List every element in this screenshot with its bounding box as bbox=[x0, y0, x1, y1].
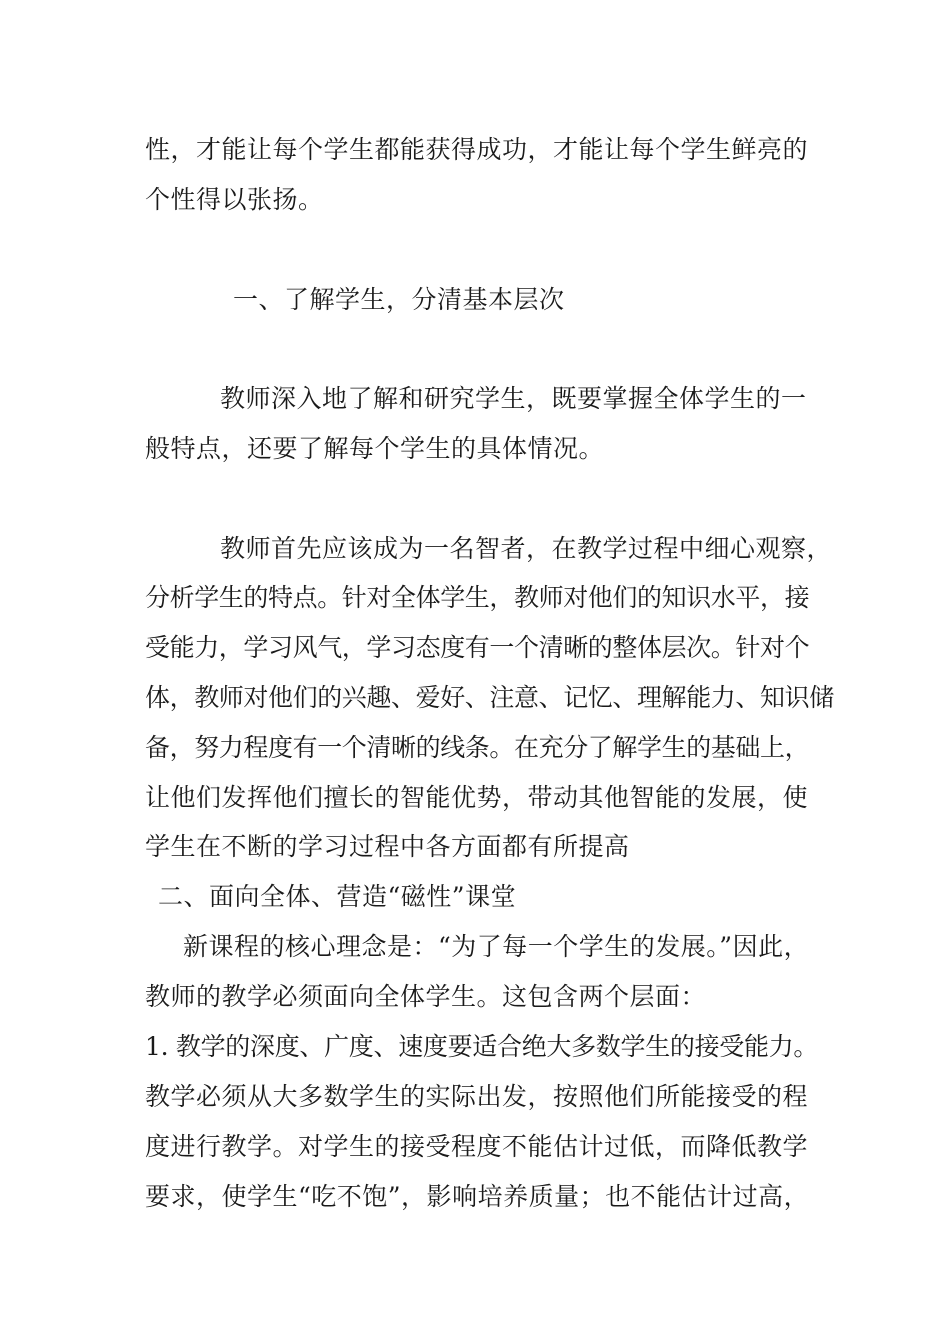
text-line: 要求，使学生“吃不饱”，影响培养质量；也不能估计过高， bbox=[145, 1182, 810, 1211]
text-line: 新课程的核心理念是：“为了每一个学生的发展。”因此， bbox=[183, 932, 810, 961]
text-line: 教师首先应该成为一名智者，在教学过程中细心观察， bbox=[220, 534, 833, 563]
text-line: 性，才能让每个学生都能获得成功，才能让每个学生鲜亮的 bbox=[145, 135, 809, 164]
text-line: 教学必须从大多数学生的实际出发，按照他们所能接受的程 bbox=[145, 1082, 809, 1111]
text-line: 受能力，学习风气，学习态度有一个清晰的整体层次。针对个 bbox=[145, 633, 810, 662]
text-line: 学生在不断的学习过程中各方面都有所提高 bbox=[145, 832, 630, 861]
text-line: 教师的教学必须面向全体学生。这包含两个层面： bbox=[145, 982, 707, 1011]
text-line: 备，努力程度有一个清晰的线条。在充分了解学生的基础上， bbox=[145, 733, 810, 762]
text-line: 教师深入地了解和研究学生，既要掌握全体学生的一 bbox=[220, 384, 807, 413]
text-line: 体，教师对他们的兴趣、爱好、注意、记忆、理解能力、知识储 bbox=[145, 683, 834, 712]
text-line: 1. 教学的深度、广度、速度要适合绝大多数学生的接受能力。 bbox=[145, 1032, 819, 1061]
text-line: 度进行教学。对学生的接受程度不能估计过低，而降低教学 bbox=[145, 1132, 809, 1161]
text-line: 个性得以张扬。 bbox=[145, 185, 324, 214]
text-line: 般特点，还要了解每个学生的具体情况。 bbox=[145, 434, 605, 463]
text-line: 让他们发挥他们擅长的智能优势，带动其他智能的发展，使 bbox=[145, 783, 809, 812]
section-heading-1: 一、了解学生，分清基本层次 bbox=[233, 285, 565, 314]
text-line: 分析学生的特点。针对全体学生，教师对他们的知识水平，接 bbox=[145, 583, 810, 612]
section-heading-2: 二、面向全体、营造“磁性”课堂 bbox=[158, 882, 517, 911]
